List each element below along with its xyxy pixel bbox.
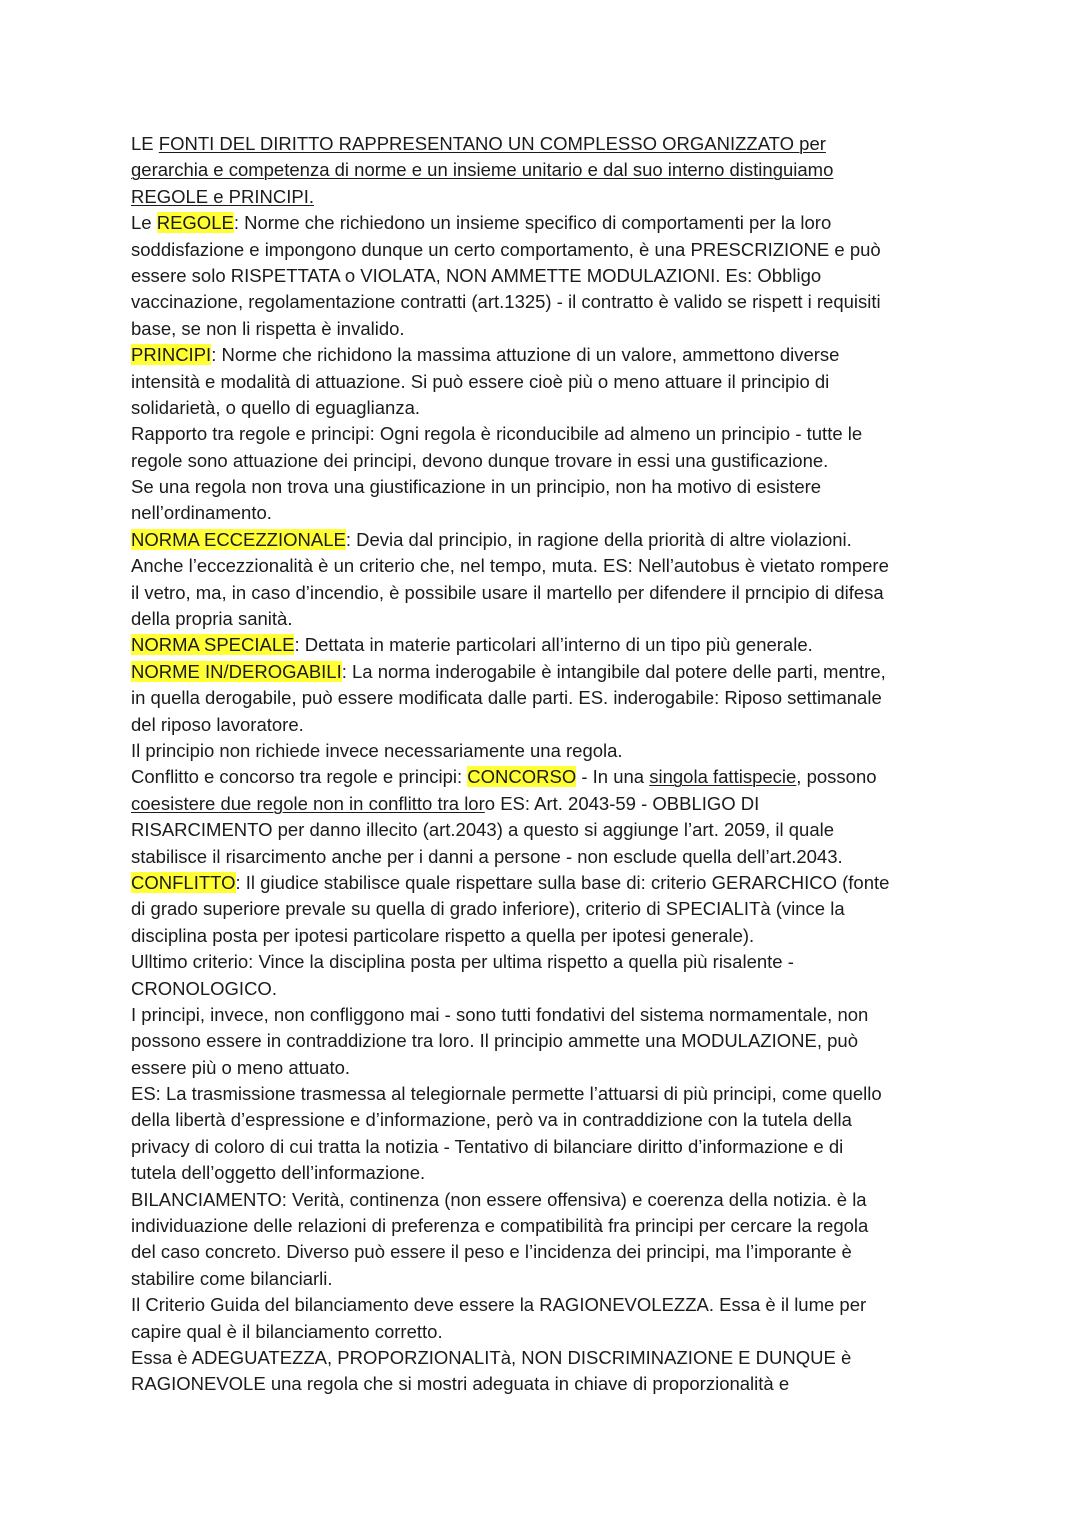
text-run: : Il giudice stabilisce quale rispettare sulla base di: criterio GERARCHICO (fonte bbox=[235, 871, 890, 893]
text-line bbox=[131, 1081, 971, 1107]
text-run: soddisfazione e impongono dunque un certo comportamento, è una PRESCRIZIONE e può bbox=[131, 238, 881, 260]
underlined-text: coesistere due regole non in conflitto tra lor bbox=[131, 792, 485, 814]
text-run: Ulltimo criterio: Vince la disciplina posta per ultima rispetto a quella più risalente - bbox=[131, 951, 794, 973]
text-line bbox=[131, 1107, 971, 1133]
text-line bbox=[131, 1213, 971, 1239]
text-run: : La norma inderogabile è intangibile dal potere delle parti, mentre, bbox=[341, 660, 886, 682]
text-run: RAGIONEVOLE una regola che si mostri adeguata in chiave di proporzionalità e bbox=[131, 1373, 790, 1395]
text-run: Conflitto e concorso tra regole e principi: bbox=[131, 766, 468, 788]
text-line bbox=[131, 263, 971, 289]
text-line bbox=[131, 896, 971, 922]
highlighted-term: NORMA ECCEZZIONALE bbox=[131, 528, 346, 550]
text-run: base, se non li rispetta è invalido. bbox=[131, 317, 405, 339]
text-run: - In una bbox=[576, 766, 650, 788]
text-line bbox=[131, 659, 971, 685]
text-line bbox=[131, 1028, 971, 1054]
text-line bbox=[131, 553, 971, 579]
text-line bbox=[131, 923, 971, 949]
text-line bbox=[131, 395, 971, 421]
text-run: Il Criterio Guida del bilanciamento deve essere la RAGIONEVOLEZZA. Essa è il lume per bbox=[131, 1294, 867, 1316]
text-line bbox=[131, 870, 971, 896]
text-run: disciplina posta per ipotesi particolare rispetto a quella per ipotesi generale). bbox=[131, 924, 755, 946]
text-run: CRONOLOGICO. bbox=[131, 977, 277, 999]
text-run: solidarietà, o quello di eguaglianza. bbox=[131, 396, 421, 418]
text-run: Le bbox=[131, 212, 157, 234]
text-line bbox=[131, 1134, 971, 1160]
text-run: Rapporto tra regole e principi: Ogni regola è riconducibile ad almeno un principio - tutte le bbox=[131, 423, 863, 445]
text-run: o ES: Art. 2043-59 - OBBLIGO DI bbox=[484, 792, 760, 814]
text-run: in quella derogabile, può essere modificata dalle parti. ES. inderogabile: Riposo settimanale bbox=[131, 687, 882, 709]
text-run: essere più o meno attuato. bbox=[131, 1056, 351, 1078]
text-line bbox=[131, 1345, 971, 1371]
text-line bbox=[131, 500, 971, 526]
text-line bbox=[131, 342, 971, 368]
text-line bbox=[131, 421, 971, 447]
text-line bbox=[131, 791, 971, 817]
text-run: BILANCIAMENTO: Verità, continenza (non essere offensiva) e coerenza della notizia. è la bbox=[131, 1188, 867, 1210]
text-line bbox=[131, 1319, 971, 1345]
text-line bbox=[131, 131, 971, 157]
text-line bbox=[131, 817, 971, 843]
text-run: Il principio non richiede invece necessariamente una regola. bbox=[131, 739, 623, 761]
text-run: della libertà d’espressione e d’informazione, però va in contraddizione con la tutela della bbox=[131, 1109, 852, 1131]
text-run: : Dettata in materie particolari all’interno di un tipo più generale. bbox=[294, 634, 813, 656]
highlighted-term: CONCORSO bbox=[467, 766, 577, 788]
text-line bbox=[131, 738, 971, 764]
text-line bbox=[131, 580, 971, 606]
text-run: stabilire come bilanciarli. bbox=[131, 1267, 333, 1289]
text-run: ES: La trasmissione trasmessa al telegiornale permette l’attuarsi di più principi, come quello bbox=[131, 1083, 882, 1105]
text-run: della propria sanità. bbox=[131, 608, 293, 630]
text-line bbox=[131, 184, 971, 210]
highlighted-term: NORME IN/DEROGABILI bbox=[131, 660, 342, 682]
text-line bbox=[131, 949, 971, 975]
text-run: regole sono attuazione dei principi, devono dunque trovare in essi una gustificazione. bbox=[131, 449, 829, 471]
text-line bbox=[131, 685, 971, 711]
text-run: privacy di coloro di cui tratta la notizia - Tentativo di bilanciare diritto d’informazione e di bbox=[131, 1135, 844, 1157]
underlined-text: FONTI DEL DIRITTO RAPPRESENTANO UN COMPLESSO ORGANIZZATO per bbox=[158, 133, 826, 154]
text-line bbox=[131, 369, 971, 395]
text-run: di grado superiore prevale su quella di grado inferiore), criterio di SPECIALITà (vince la bbox=[131, 898, 845, 920]
text-line bbox=[131, 448, 971, 474]
text-run: : Devia dal principio, in ragione della priorità di altre violazioni. bbox=[345, 528, 852, 550]
text-run: LE bbox=[131, 133, 159, 154]
text-run: : Norme che richidono la massima attuzione di un valore, ammettono diverse bbox=[211, 344, 840, 366]
text-line bbox=[131, 712, 971, 738]
text-run: Se una regola non trova una giustificazione in un principio, non ha motivo di esistere bbox=[131, 476, 822, 498]
highlighted-term: NORMA SPECIALE bbox=[131, 634, 295, 656]
text-line bbox=[131, 632, 971, 658]
highlighted-term: REGOLE bbox=[156, 212, 234, 234]
text-run: il vetro, ma, in caso d’incendio, è possibile usare il martello per difendere il prncipio di difesa bbox=[131, 581, 884, 603]
text-run: Essa è ADEGUATEZZA, PROPORZIONALITà, NON DISCRIMINAZIONE E DUNQUE è bbox=[131, 1346, 852, 1368]
text-run: capire qual è il bilanciamento corretto. bbox=[131, 1320, 443, 1342]
document-page bbox=[131, 131, 971, 1398]
highlighted-term: PRINCIPI bbox=[131, 344, 212, 366]
text-run: individuazione delle relazioni di preferenza e compatibilità fra principi per cercare la regola bbox=[131, 1215, 869, 1237]
text-line bbox=[131, 764, 971, 790]
text-line bbox=[131, 210, 971, 236]
text-run: RISARCIMENTO per danno illecito (art.2043) a questo si aggiunge l’art. 2059, il quale bbox=[131, 819, 835, 841]
text-line bbox=[131, 1292, 971, 1318]
text-line bbox=[131, 527, 971, 553]
highlighted-term: CONFLITTO bbox=[131, 871, 236, 893]
text-line bbox=[131, 1160, 971, 1186]
text-run: I principi, invece, non confliggono mai - sono tutti fondativi del sistema normamentale, non bbox=[131, 1003, 869, 1025]
text-run: , possono bbox=[796, 766, 877, 788]
text-run: essere solo RISPETTATA o VIOLATA, NON AMMETTE MODULAZIONI. Es: Obbligo bbox=[131, 264, 822, 286]
text-run: stabilisce il risarcimento anche per i danni a persone - non esclude quella dell’art.2043. bbox=[131, 845, 843, 867]
text-line bbox=[131, 474, 971, 500]
text-line bbox=[131, 1266, 971, 1292]
underlined-text: gerarchia e competenza di norme e un insieme unitario e dal suo interno distinguiamo bbox=[131, 159, 834, 181]
text-run: vaccinazione, regolamentazione contratti (art.1325) - il contratto è valido se rispett i requisiti bbox=[131, 291, 881, 313]
text-line bbox=[131, 157, 971, 183]
text-line bbox=[131, 316, 971, 342]
text-run: : Norme che richiedono un insieme specifico di comportamenti per la loro bbox=[233, 212, 832, 234]
text-line bbox=[131, 1239, 971, 1265]
text-run: intensità e modalità di attuazione. Si può essere cioè più o meno attuare il principio di bbox=[131, 370, 830, 392]
text-run: nell’ordinamento. bbox=[131, 502, 272, 524]
text-line bbox=[131, 1055, 971, 1081]
text-line bbox=[131, 1002, 971, 1028]
text-line bbox=[131, 289, 971, 315]
text-run: del riposo lavoratore. bbox=[131, 713, 304, 735]
text-run: Anche l’eccezzionalità è un criterio che, nel tempo, muta. ES: Nell’autobus è vietato rompere bbox=[131, 555, 889, 577]
text-line bbox=[131, 844, 971, 870]
underlined-text: REGOLE e PRINCIPI. bbox=[131, 185, 314, 207]
text-run: tutela dell’oggetto dell’informazione. bbox=[131, 1162, 426, 1184]
text-run: possono essere in contraddizione tra loro. Il principio ammette una MODULAZIONE, può bbox=[131, 1030, 858, 1052]
text-line bbox=[131, 1187, 971, 1213]
text-run: del caso concreto. Diverso può essere il peso e l’incidenza dei principi, ma l’imporante è bbox=[131, 1241, 852, 1263]
underlined-text: singola fattispecie bbox=[649, 766, 797, 788]
text-line bbox=[131, 1371, 971, 1397]
text-line bbox=[131, 237, 971, 263]
text-line bbox=[131, 976, 971, 1002]
text-line bbox=[131, 606, 971, 632]
